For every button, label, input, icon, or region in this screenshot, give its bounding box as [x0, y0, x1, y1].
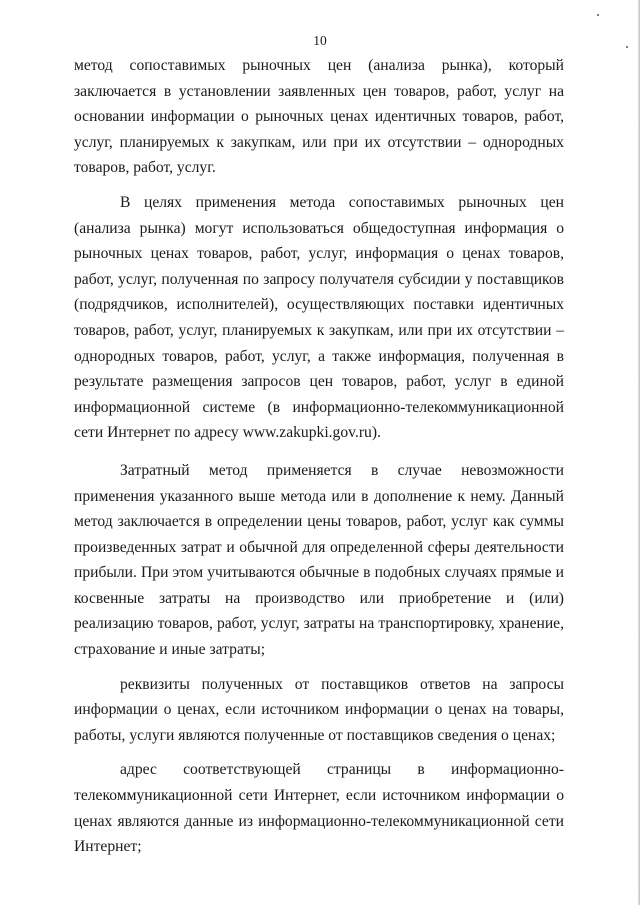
paragraph-internet-address: адрес соответствующей страницы в информационно-телекоммуникационной сети Интернет, если источником информации о ценах являются данные из информационно-телекоммуникационной сети Интернет; — [74, 761, 564, 856]
page-number: 10 — [313, 33, 327, 48]
paragraph-market-analysis-sources: В целях применения метода сопоставимых рыночных цен (анализа рынка) могут использоваться общедоступная информация о рыночных ценах товаров, работ, услуг, информация о ценах товаров, работ, услуг, полученная по запросу получателя субсидии у поставщиков (подрядчиков, исполнителей), осуществляющих поставки идентичных товаров, работ, услуг, планируемых к закупкам, или при их отсутствии – однородных товаров, работ, услуг, а также информация, полученная в результате размещения запросов цен товаров, работ, услуг в единой информационной системе (в информационно-телекоммуникационной сети Интернет по адресу www.zakupki.gov.ru). — [74, 193, 564, 442]
paragraph-method-comparable-prices: метод сопоставимых рыночных цен (анализа рынка), который заключается в установлении заявленных цен товаров, работ, услуг на основании информации о рыночных ценах идентичных товаров, работ, услуг, планируемых к закупкам, или при их отсутствии – однородных товаров, работ, услуг. — [74, 57, 564, 177]
paragraph-supplier-responses: реквизиты полученных от поставщиков ответов на запросы информации о ценах, если источником информации о ценах на товары, работы, услуги являются полученные от поставщиков сведения о ценах; — [74, 675, 564, 744]
paragraph-cost-method: Затратный метод применяется в случае невозможности применения указанного выше метода или в дополнение к нему. Данный метод заключается в определении цены товаров, работ, услуг как суммы произведенных затрат и обычной для определенной сферы деятельности прибыли. При этом учитываются обычные в подобных случаях прямые и косвенные затраты на производство или приобретение и (или) реализацию товаров, работ, услуг, затраты на транспортировку, хранение, страхование и иные затраты; — [74, 461, 564, 659]
body-text — [74, 53, 564, 860]
scan-speck — [597, 14, 599, 16]
